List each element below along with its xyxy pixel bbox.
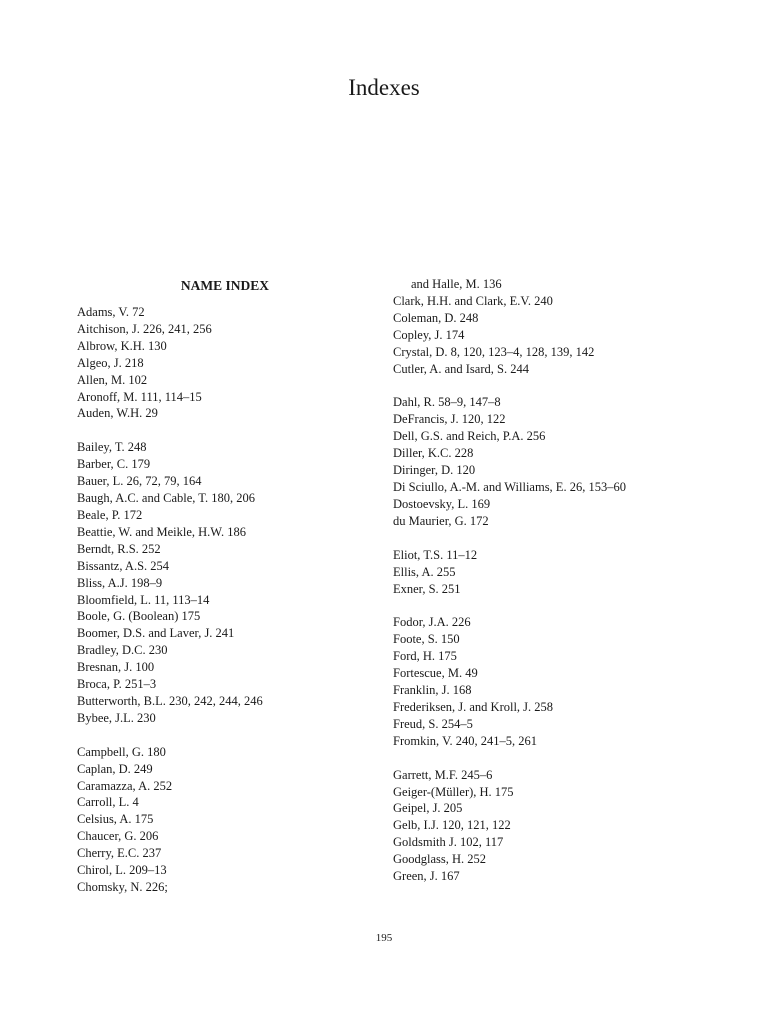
index-entry: Barber, C. 179 — [77, 457, 151, 472]
index-entry: Frederiksen, J. and Kroll, J. 258 — [393, 699, 554, 714]
index-entry: Di Sciullo, A.-M. and Williams, E. 26, 153–60 — [393, 479, 626, 494]
index-entry: Campbell, G. 180 — [77, 744, 166, 759]
index-entry: Bresnan, J. 100 — [77, 660, 155, 675]
index-entry-continuation: and Halle, M. 136 — [411, 277, 502, 291]
index-entry: Butterworth, B.L. 230, 242, 244, 246 — [77, 693, 263, 708]
index-entry: Chirol, L. 209–13 — [77, 863, 167, 878]
index-entry: Clark, H.H. and Clark, E.V. 240 — [393, 293, 553, 308]
index-letter-group — [393, 767, 733, 885]
index-entry: Freud, S. 254–5 — [393, 716, 473, 731]
index-column-left — [77, 276, 377, 913]
index-entry: Garrett, M.F. 245–6 — [393, 767, 493, 782]
index-entry: Cherry, E.C. 237 — [77, 846, 162, 861]
index-letter-group — [393, 614, 733, 749]
index-entry: Diller, K.C. 228 — [393, 446, 474, 461]
index-entry: Aitchison, J. 226, 241, 256 — [77, 321, 212, 336]
index-entry: Bauer, L. 26, 72, 79, 164 — [77, 474, 202, 489]
right-entry-groups — [393, 293, 733, 885]
index-entry: Diringer, D. 120 — [393, 463, 476, 478]
index-entry: Eliot, T.S. 11–12 — [393, 547, 478, 562]
index-entry: Ford, H. 175 — [393, 649, 457, 664]
index-entry: Caramazza, A. 252 — [77, 778, 173, 793]
index-entry: Green, J. 167 — [393, 869, 460, 884]
index-column-right — [393, 276, 733, 902]
index-entry: Fodor, J.A. 226 — [393, 615, 471, 630]
index-entry: Dell, G.S. and Reich, P.A. 256 — [393, 429, 546, 444]
index-entry: Exner, S. 251 — [393, 581, 461, 596]
index-entry: Fortescue, M. 49 — [393, 666, 478, 681]
index-entry: Caplan, D. 249 — [77, 761, 153, 776]
index-entry: Allen, M. 102 — [77, 372, 148, 387]
index-entry: Bradley, D.C. 230 — [77, 643, 168, 658]
index-entry: Baugh, A.C. and Cable, T. 180, 206 — [77, 491, 255, 506]
index-entry: Boomer, D.S. and Laver, J. 241 — [77, 626, 235, 641]
index-entry: Adams, V. 72 — [77, 305, 145, 319]
index-entry: Goldsmith J. 102, 117 — [393, 835, 504, 850]
index-entry: Berndt, R.S. 252 — [77, 541, 161, 556]
index-entry: Boole, G. (Boolean) 175 — [77, 609, 201, 624]
index-entry: Celsius, A. 175 — [77, 812, 154, 827]
index-entry: Bissantz, A.S. 254 — [77, 558, 170, 573]
index-entry: Copley, J. 174 — [393, 327, 465, 342]
index-letter-group — [77, 304, 377, 422]
index-entry: Albrow, K.H. 130 — [77, 338, 167, 353]
index-entry: DeFrancis, J. 120, 122 — [393, 412, 506, 427]
index-entry: Gelb, I.J. 120, 121, 122 — [393, 818, 511, 833]
index-entry: Algeo, J. 218 — [77, 355, 144, 370]
index-entry: Geipel, J. 205 — [393, 801, 463, 816]
index-entry: Cutler, A. and Isard, S. 244 — [393, 361, 529, 376]
index-entry: Crystal, D. 8, 120, 123–4, 128, 139, 142 — [393, 344, 595, 359]
index-entry: Dostoevsky, L. 169 — [393, 496, 491, 511]
left-entry-groups — [77, 304, 377, 896]
index-letter-group — [393, 394, 733, 529]
index-entry: Beattie, W. and Meikle, H.W. 186 — [77, 524, 246, 539]
index-entry: Chomsky, N. 226; — [77, 880, 168, 894]
index-entry: Geiger-(Müller), H. 175 — [393, 784, 514, 799]
page-title: Indexes — [348, 75, 420, 100]
page-number: 195 — [375, 932, 393, 944]
index-entry: Ellis, A. 255 — [393, 564, 456, 579]
index-entry: Foote, S. 150 — [393, 632, 460, 647]
index-heading: NAME INDEX — [180, 278, 270, 293]
index-entry: Carroll, L. 4 — [77, 795, 139, 810]
index-entry: Broca, P. 251–3 — [77, 677, 157, 692]
index-letter-group — [77, 744, 377, 896]
index-letter-group — [77, 439, 377, 726]
index-entry: Chaucer, G. 206 — [77, 829, 159, 844]
index-entry: Aronoff, M. 111, 114–15 — [77, 389, 202, 404]
index-letter-group — [393, 547, 733, 598]
index-entry: Goodglass, H. 252 — [393, 852, 487, 867]
index-entry: Dahl, R. 58–9, 147–8 — [393, 395, 501, 410]
index-letter-group — [393, 293, 733, 378]
index-entry: Bloomfield, L. 11, 113–14 — [77, 592, 210, 607]
index-entry: Bailey, T. 248 — [77, 440, 147, 455]
index-entry: du Maurier, G. 172 — [393, 513, 489, 528]
index-entry: Fromkin, V. 240, 241–5, 261 — [393, 733, 538, 748]
index-entry: Auden, W.H. 29 — [77, 406, 158, 421]
index-entry: Coleman, D. 248 — [393, 310, 479, 325]
index-entry: Bliss, A.J. 198–9 — [77, 575, 163, 590]
index-entry: Beale, P. 172 — [77, 507, 143, 522]
index-entry: Bybee, J.L. 230 — [77, 710, 156, 725]
index-entry: Franklin, J. 168 — [393, 683, 472, 698]
